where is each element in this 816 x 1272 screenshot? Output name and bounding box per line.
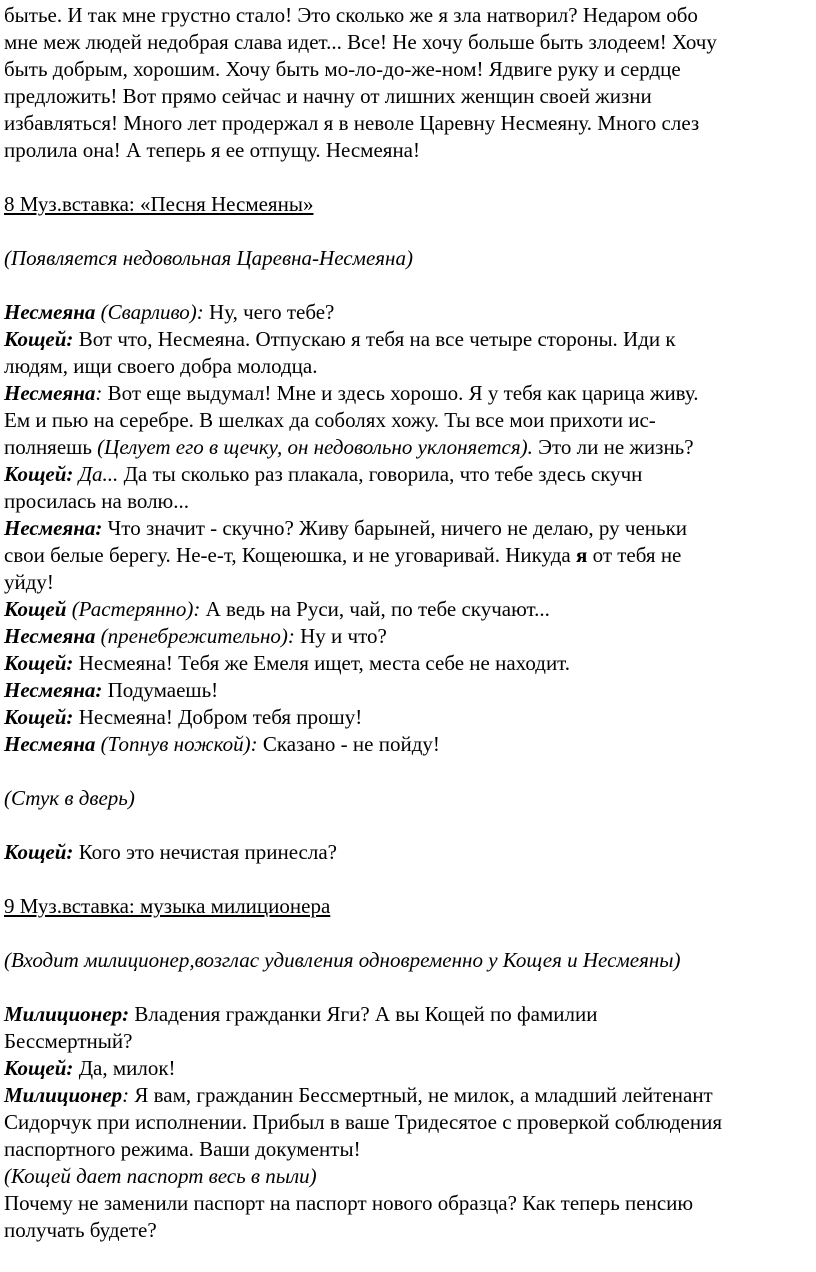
stage-direction: (Появляется недовольная Царевна-Несмеяна) (4, 246, 413, 270)
speaker-name: Несмеяна (4, 624, 96, 648)
dialogue-line (4, 1001, 597, 1028)
stage-note: Да... (73, 462, 119, 486)
music-insert-heading: 9 Муз.вставка: музыка милиционера (4, 894, 331, 918)
speaker-name: Кощей: (4, 462, 74, 486)
intro-line: бытье. И так мне грустно стало! Это сколько же я зла натворил? Недаром обо (4, 3, 698, 27)
stage-note: (Растерянно): (66, 597, 201, 621)
speaker-name: Кощей: (4, 327, 74, 351)
speech-text: Что значит - скучно? Живу барыней, ничего не делаю, ру ченьки (102, 516, 688, 540)
speech-text: Ну, чего тебе? (203, 300, 335, 324)
dialogue-line (4, 1082, 713, 1109)
speaker-colon: : (122, 1083, 130, 1107)
bold-word: я (575, 543, 588, 567)
stage-note: (Сварливо): (95, 300, 204, 324)
speech-text: Сказано - не пойду! (257, 732, 440, 756)
speech-continuation: людям, ищи своего добра молодца. (4, 354, 318, 378)
speaker-name: Кощей: (4, 705, 74, 729)
speaker-name: Кощей: (4, 840, 74, 864)
stage-direction: (Входит милиционер,возглас удивления одновременно у Кощея и Несмеяны) (4, 948, 681, 972)
speech-text: Владения гражданки Яги? А вы Кощей по фамилии (129, 1002, 598, 1026)
intro-line: мне меж людей недобрая слава идет... Все! Не хочу больше быть злодеем! Хочу (4, 30, 717, 54)
music-insert-heading: 8 Муз.вставка: «Песня Несмеяны» (4, 192, 314, 216)
speaker-name: Милиционер (4, 1083, 123, 1107)
speaker-name: Несмеяна (4, 300, 96, 324)
speaker-name: Несмеяна: (4, 516, 103, 540)
speaker-colon: : (95, 381, 103, 405)
speech-continuation: паспортного режима. Ваши документы! (4, 1137, 361, 1161)
speech-line: получать будете? (4, 1218, 157, 1242)
speech-text: свои белые берегу. Не-е-т, Кощеюшка, и не уговаривай. Никуда (4, 543, 576, 567)
speaker-name: Кощей (4, 597, 67, 621)
dialogue-line (4, 461, 642, 488)
speech-text: Несмеяна! Тебя же Емеля ищет, места себе не находит. (73, 651, 571, 675)
stage-note: (Целует его в щечку, он недовольно уклоняется). (97, 435, 533, 459)
stage-note: (пренебрежительно): (95, 624, 295, 648)
stage-note: (Топнув ножкой): (95, 732, 258, 756)
speech-text: Ну и что? (294, 624, 387, 648)
speech-continuation (4, 434, 694, 461)
dialogue-line (4, 839, 337, 866)
speech-continuation: просилась на волю... (4, 489, 189, 513)
speech-text: А ведь на Руси, чай, по тебе скучают... (200, 597, 550, 621)
speech-continuation: уйду! (4, 570, 54, 594)
intro-line: избавляться! Много лет продержал я в неволе Царевну Несмеяну. Много слез (4, 111, 700, 135)
speech-text: Вот еще выдумал! Мне и здесь хорошо. Я у тебя как царица живу. (102, 381, 699, 405)
dialogue-line (4, 299, 334, 326)
dialogue-line (4, 677, 218, 704)
speech-line: Почему не заменили паспорт на паспорт нового образца? Как теперь пенсию (4, 1191, 694, 1215)
speaker-name: Несмеяна (4, 381, 96, 405)
dialogue-line (4, 623, 387, 650)
speaker-name: Милиционер: (4, 1002, 130, 1026)
speech-continuation (4, 542, 681, 569)
speech-text: полняешь (4, 435, 98, 459)
speaker-name: Несмеяна: (4, 678, 103, 702)
speech-text: Подумаешь! (102, 678, 219, 702)
speech-continuation: Сидорчук при исполнении. Прибыл в ваше Тридесятое с проверкой соблюдения (4, 1110, 722, 1134)
dialogue-line (4, 326, 676, 353)
speech-text: Несмеяна! Добром тебя прошу! (73, 705, 363, 729)
speech-continuation: Бессмертный? (4, 1029, 133, 1053)
dialogue-line (4, 731, 440, 758)
dialogue-line (4, 596, 550, 623)
dialogue-line (4, 515, 687, 542)
speech-text: Да ты сколько раз плакала, говорила, что тебе здесь скучн (118, 462, 643, 486)
speech-continuation: Ем и пью на серебре. В шелках да соболях хожу. Ты все мои прихоти ис- (4, 408, 656, 432)
intro-line: пролила она! А теперь я ее отпущу. Несмеяна! (4, 138, 420, 162)
speech-text: Вот что, Несмеяна. Отпускаю я тебя на все четыре стороны. Иди к (73, 327, 676, 351)
speech-text: Это ли не жизнь? (532, 435, 694, 459)
dialogue-line (4, 380, 699, 407)
speech-text: Кого это нечистая принесла? (73, 840, 337, 864)
intro-line: быть добрым, хорошим. Хочу быть мо-ло-до-же-ном! Ядвиге руку и сердце (4, 57, 681, 81)
speaker-name: Кощей: (4, 651, 74, 675)
speech-text: от тебя не (587, 543, 682, 567)
speech-text: Я вам, гражданин Бессмертный, не милок, а младший лейтенант (129, 1083, 713, 1107)
intro-line: предложить! Вот прямо сейчас и начну от лишних женщин своей жизни (4, 84, 652, 108)
stage-direction: (Кощей дает паспорт весь в пыли) (4, 1164, 317, 1188)
dialogue-line (4, 1055, 176, 1082)
speaker-name: Кощей: (4, 1056, 74, 1080)
speech-text: Да, милок! (73, 1056, 176, 1080)
speaker-name: Несмеяна (4, 732, 96, 756)
dialogue-line (4, 650, 570, 677)
stage-direction: (Стук в дверь) (4, 786, 135, 810)
dialogue-line (4, 704, 362, 731)
